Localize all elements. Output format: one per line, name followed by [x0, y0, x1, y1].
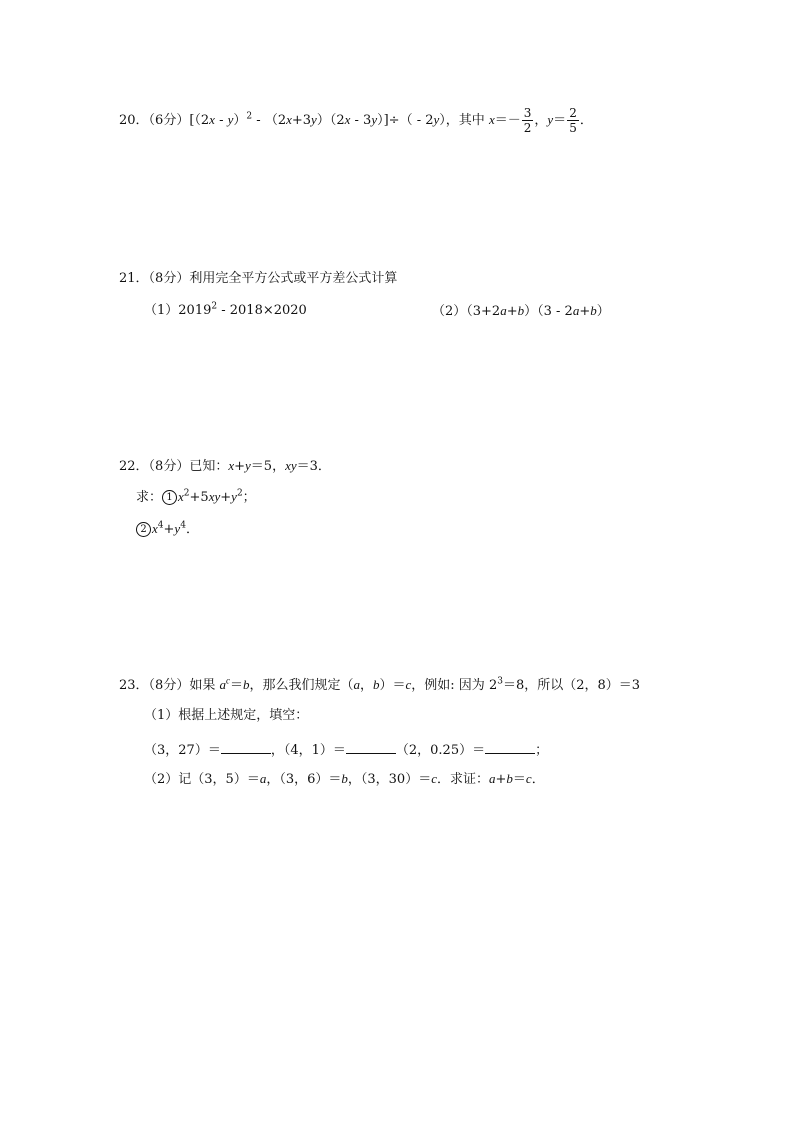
question-23-part-1: （1）根据上述规定，填空： [144, 708, 309, 723]
q23-text: （2）记（3，5）＝ [144, 772, 260, 787]
q21-var: a [572, 303, 580, 318]
q22-exponent: 2 [183, 488, 190, 499]
circled-number-2: 2 [136, 522, 151, 537]
fraction-numerator: 3 [523, 106, 532, 120]
question-22-heading [119, 457, 331, 476]
q22-text: 22．（8分）已知： [119, 459, 229, 474]
q22-text: ； [242, 490, 256, 505]
q23-text: ． [531, 772, 545, 787]
q23-text: （3，27）＝ [144, 743, 221, 758]
q22-text: ． [185, 522, 199, 537]
q23-var: b [341, 771, 348, 786]
q20-text: ＝ [553, 113, 567, 128]
q20-var: y [433, 112, 440, 127]
q23-text: ； [535, 743, 549, 758]
q23-var: a [489, 771, 496, 786]
q20-var: x [286, 112, 292, 127]
q20-number: 20． [119, 113, 149, 128]
q23-var: b [506, 771, 513, 786]
q20-text: ），其中 [439, 113, 489, 128]
q20-exponent: 2 [246, 111, 253, 122]
q23-text: ．求证： [436, 772, 489, 787]
q21-var: b [590, 303, 597, 318]
q23-var: a [259, 771, 267, 786]
q20-text: - （2 [252, 113, 287, 128]
q23-text: 23．（8分）如果 [119, 678, 220, 693]
question-21-heading: 21．（8分）利用完全平方公式或平方差公式计算 [119, 271, 398, 286]
q21-text: - 2018×2020 [217, 303, 307, 318]
q20-var: y [547, 112, 554, 127]
question-23-fill-blanks [144, 739, 548, 760]
q20-text: ＝－ [494, 113, 521, 128]
q22-var: y [245, 458, 251, 473]
q22-exponent: 2 [236, 488, 243, 499]
q23-text: ，那么我们规定（ [249, 678, 354, 693]
q22-var: x [152, 521, 158, 536]
q23-exponent: 3 [497, 676, 503, 687]
fraction-two-fifths [567, 106, 579, 135]
q22-text: + [163, 522, 175, 537]
question-22-item-2 [136, 520, 199, 539]
q20-var: x [344, 112, 351, 127]
q20-var: y [371, 112, 378, 127]
q21-text: （2）（3+2 [432, 304, 501, 319]
q22-text: + [234, 459, 246, 474]
q20-text: ） [233, 113, 247, 128]
q20-text: ）（2 [316, 113, 345, 128]
q20-text: - 3 [350, 113, 372, 128]
q20-var: y [311, 112, 317, 127]
q20-var: y [227, 112, 234, 127]
q20-text: [（2 [189, 113, 210, 128]
circled-number-1: 1 [162, 490, 177, 505]
question-20 [119, 106, 593, 135]
q22-var: y [174, 521, 181, 536]
q23-text: ，例如: 因为 2 [411, 678, 498, 693]
q20-text: ． [579, 113, 593, 128]
q23-var: c [431, 771, 437, 786]
q20-text: +3 [291, 113, 312, 128]
q21-var: b [517, 303, 525, 318]
question-22-item-1 [136, 488, 256, 507]
q22-text: ＝5， [250, 459, 286, 474]
q20-text: - [214, 113, 228, 128]
q22-var: x [228, 458, 235, 473]
answer-blank-1[interactable] [221, 739, 271, 754]
q22-exponent: 4 [157, 520, 164, 531]
q23-var: b [373, 677, 380, 692]
q20-score: （6分） [148, 113, 190, 128]
q22-var: xy [285, 458, 297, 473]
answer-blank-2[interactable] [346, 739, 396, 754]
question-23-heading [119, 676, 640, 695]
q22-exponent: 4 [180, 520, 186, 531]
q23-var: c [525, 771, 532, 786]
q22-text: ＝3． [296, 459, 331, 474]
question-21-part-1 [144, 302, 307, 320]
q21-text: ）（3 - 2 [524, 304, 573, 319]
question-23-part-2 [144, 770, 545, 789]
q23-text: ，（4，1）＝ [270, 743, 346, 758]
q21-text: ） [596, 304, 610, 319]
fraction-three-halves [522, 106, 534, 135]
fraction-numerator: 2 [569, 106, 577, 120]
q23-text: + [495, 772, 507, 787]
q21-text: + [506, 304, 518, 319]
q23-text: ，（3，6）＝ [266, 772, 342, 787]
question-21-part-2 [432, 302, 610, 321]
q21-text: + [579, 304, 591, 319]
q21-text: （1）2019 [144, 303, 212, 318]
q23-var: c [405, 677, 412, 692]
q20-text: ， [534, 113, 548, 128]
q23-text: ）＝ [379, 678, 406, 693]
q23-var: b [242, 677, 250, 692]
q23-text: ，（3，30）＝ [347, 772, 432, 787]
q23-text: ＝ [512, 772, 526, 787]
q20-text: ）]÷（ - 2 [377, 113, 434, 128]
q22-var: y [231, 489, 237, 504]
q23-exponent: c [225, 675, 230, 686]
q22-text: 求： [136, 490, 163, 505]
q22-var: x [178, 489, 184, 504]
q23-var: a [219, 677, 226, 692]
q20-var: x [488, 112, 495, 127]
fraction-denominator: 2 [523, 121, 532, 135]
q22-text: +5 [189, 490, 209, 505]
q23-text: ＝ [229, 678, 243, 693]
q21-var: a [500, 303, 507, 318]
q23-text: ＝8，所以（2，8）＝3 [502, 678, 641, 693]
q22-text: + [220, 490, 232, 505]
q23-var: a [353, 677, 360, 692]
q22-var: xy [208, 489, 221, 504]
q23-text: （2，0.25）＝ [395, 743, 486, 758]
fraction-denominator: 5 [569, 121, 577, 135]
q23-text: ， [359, 678, 373, 693]
answer-blank-3[interactable] [485, 739, 535, 754]
q20-var: x [209, 112, 215, 127]
q21-exponent: 2 [211, 301, 218, 312]
